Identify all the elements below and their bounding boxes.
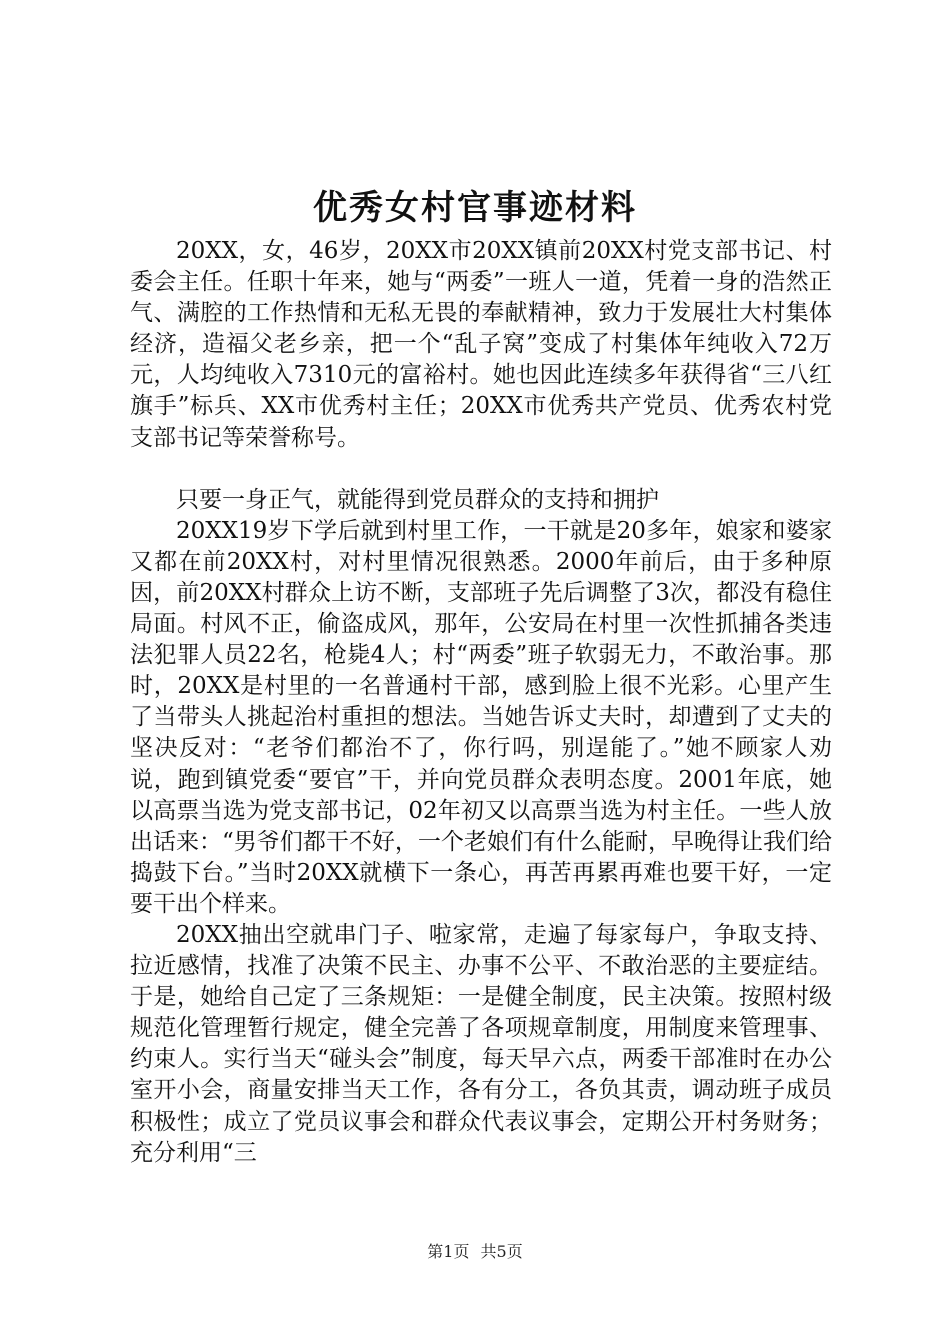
section-heading: 只要一身正气，就能得到党员群众的支持和拥护 bbox=[176, 486, 659, 513]
page-total: 共5页 bbox=[480, 1242, 523, 1261]
document-title: 优秀女村官事迹材料 bbox=[313, 188, 637, 228]
document-body bbox=[130, 236, 832, 1169]
section-paragraph-1: 20XX19岁下学后就到村里工作，一干就是20多年，娘家和婆家又都在前20XX村，对村里情况很熟悉。2000年前后，由于多种原因，前20XX村群众上访不断，支部班子先后调整了3次，都没有稳住局面。村风不正，偷盗成风，那年，公安局在村里一次性抓捕各类违法犯罪人员22名，枪毙4人；村“两委”班子软弱无力，不敢治事。那时，20XX是村里的一名普通村干部，感到脸上很不光彩。心里产生了当带头人挑起治村重担的想法。当她告诉丈夫时，却遭到了丈夫的坚决反对：“老爷们都治不了，你行吗，别逞能了。”她不顾家人劝说，跑到镇党委“要官”干，并向党员群众表明态度。2001年底，她以高票当选为党支部书记，02年初又以高票当选为村主任。一些人放出话来：“男爷们都干不好，一个老娘们有什么能耐，早晚得让我们给捣鼓下台。”当时20XX就横下一条心，再苦再累再难也要干好，一定要干出个样来。 bbox=[130, 517, 832, 917]
section-paragraph-2: 20XX抽出空就串门子、啦家常，走遍了每家每户，争取支持、拉近感情，找准了决策不民主、办事不公平、不敢治恶的主要症结。于是，她给自己定了三条规矩：一是健全制度，民主决策。按照村级规范化管理暂行规定，健全完善了各项规章制度，用制度来管理事、约束人。实行当天“碰头会”制度，每天早六点，两委干部准时在办公室开小会，商量安排当天工作，各有分工，各负其责，调动班子成员积极性；成立了党员议事会和群众代表议事会，定期公开村务财务；充分利用“三 bbox=[130, 921, 832, 1166]
page-footer bbox=[0, 1240, 950, 1264]
page-number: 第1页 bbox=[427, 1242, 470, 1261]
intro-paragraph: 20XX，女，46岁，20XX市20XX镇前20XX村党支部书记、村委会主任。任职十年来，她与“两委”一班人一道，凭着一身的浩然正气、满腔的工作热情和无私无畏的奉献精神，致力于发展壮大村集体经济，造福父老乡亲，把一个“乱子窝”变成了村集体年纯收入72万元，人均纯收入7310元的富裕村。她也因此连续多年获得省“三八红旗手”标兵、XX市优秀村主任；20XX市优秀共产党员、优秀农村党支部书记等荣誉称号。 bbox=[130, 238, 832, 451]
